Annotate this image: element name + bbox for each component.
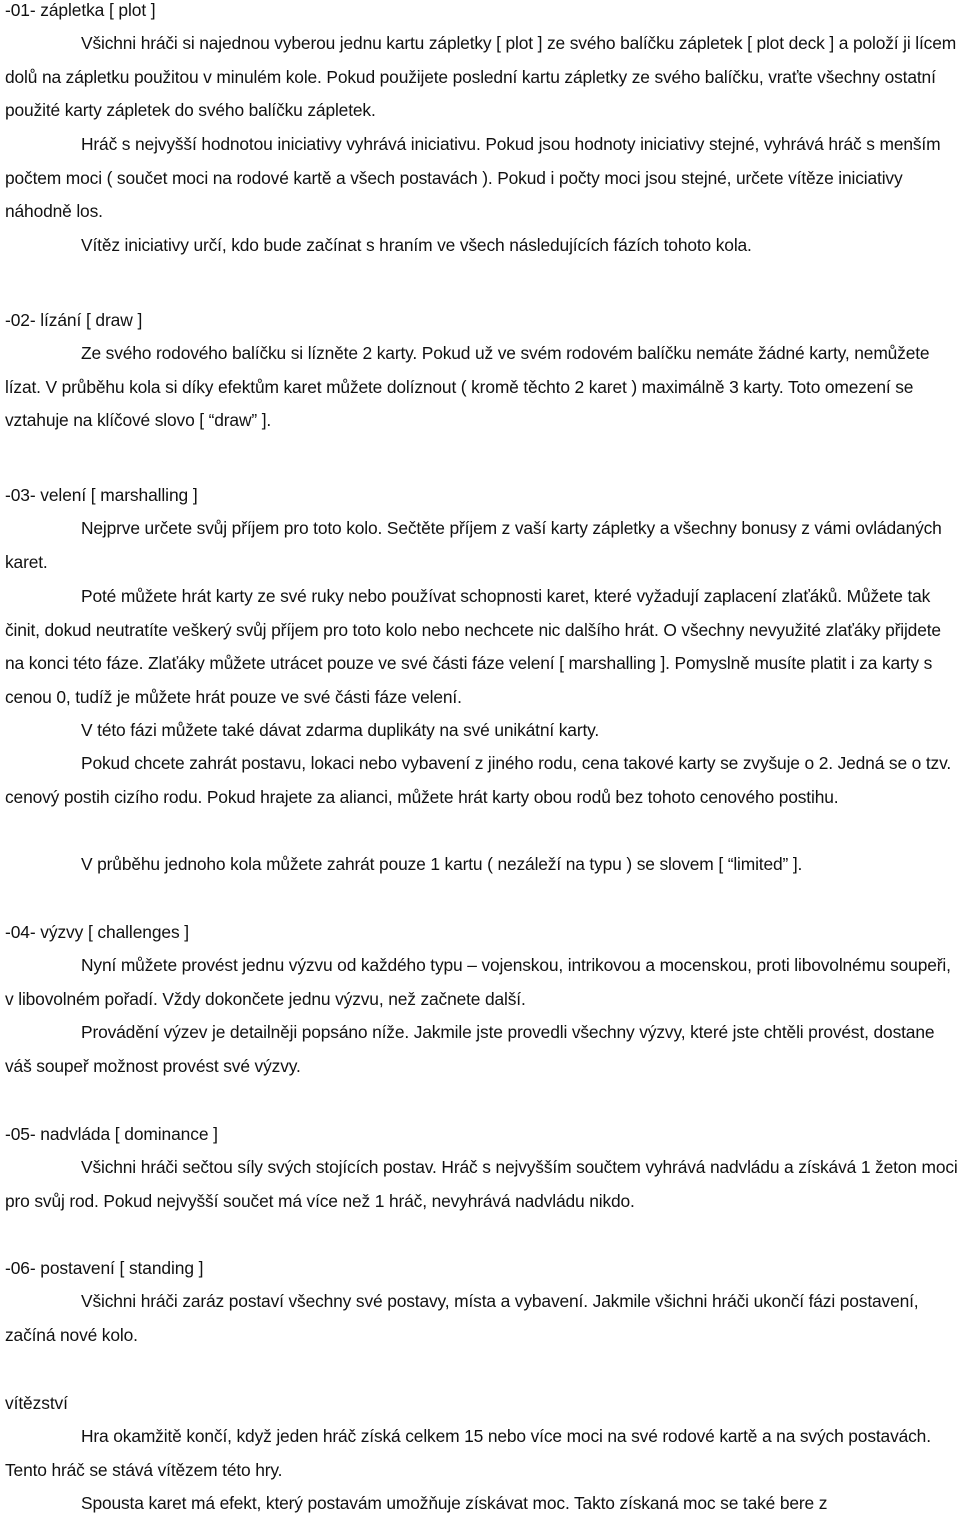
paragraph-victory-end: Hra okamžitě končí, když jeden hráč získá celkem 15 nebo více moci na své rodové kartě a na svých postavách. Tento hráč se stává vítězem této hry. bbox=[5, 1426, 931, 1480]
paragraph-challenges-types: Nyní můžete provést jednu výzvu od každého typu – vojenskou, intrikovou a mocenskou, proti libovolnému soupeři, v libovolném pořadí. Vždy dokončete jednu výzvu, než začnete další. bbox=[5, 955, 951, 1009]
paragraph-marshalling-limited: V průběhu jednoho kola můžete zahrát pouze 1 kartu ( nezáleží na typu ) se slovem [ “limited” ]. bbox=[81, 854, 803, 874]
paragraph-marshalling-duplicates: V této fázi můžete také dávat zdarma duplikáty na své unikátní karty. bbox=[81, 720, 600, 740]
section-heading-standing: -06- postavení [ standing ] bbox=[5, 1258, 204, 1278]
section-heading-draw: -02- lízání [ draw ] bbox=[5, 310, 143, 330]
paragraph-marshalling-penalty: Pokud chcete zahrát postavu, lokaci nebo vybavení z jiného rodu, cena takové karty se zvyšuje o 2. Jedná se o tzv. cenový postih cizího rodu. Pokud hrajete za alianci, můžete hrát karty obou rodů bez tohoto cenového postihu. bbox=[5, 753, 952, 807]
paragraph-standing: Všichni hráči zaráz postaví všechny své postavy, místa a vybavení. Jakmile všichni hráči ukončí fázi postavení, začíná nové kolo. bbox=[5, 1291, 919, 1345]
section-heading-plot: -01- zápletka [ plot ] bbox=[5, 0, 156, 20]
paragraph-plot-choose: Všichni hráči si najednou vyberou jednu kartu zápletky [ plot ] ze svého balíčku zápletek [ plot deck ] a položí ji lícem dolů na zápletku použitou v minulém kole. Pokud použijete poslední kartu zápletky ze svého balíčku, vraťte všechny ostatní použité karty zápletek do svého balíčku zápletek. bbox=[5, 33, 957, 121]
paragraph-dominance: Všichni hráči sečtou síly svých stojících postav. Hráč s nejvyšším součtem vyhrává nadvládu a získává 1 žeton moci pro svůj rod. Pokud nejvyšší součet má více než 1 hráč, nevyhrává nadvládu nikdo. bbox=[5, 1157, 958, 1211]
section-heading-marshalling: -03- velení [ marshalling ] bbox=[5, 485, 198, 505]
section-heading-challenges: -04- výzvy [ challenges ] bbox=[5, 922, 190, 942]
section-heading-victory: vítězství bbox=[5, 1393, 68, 1413]
paragraph-plot-winner: Vítěz iniciativy určí, kdo bude začínat s hraním ve všech následujících fázích tohoto kola. bbox=[81, 235, 752, 255]
paragraph-marshalling-income: Nejprve určete svůj příjem pro toto kolo. Sečtěte příjem z vaší karty zápletky a všechny bonusy z vámi ovládaných karet. bbox=[5, 518, 942, 572]
paragraph-draw: Ze svého rodového balíčku si lízněte 2 karty. Pokud už ve svém rodovém balíčku nemáte žádné karty, nemůžete lízat. V průběhu kola si díky efektům karet můžete dolíznout ( kromě těchto 2 karet ) maximálně 3 karty. Toto omezení se vztahuje na klíčové slovo [ “draw” ]. bbox=[5, 343, 930, 431]
paragraph-challenges-detail: Provádění výzev je detailněji popsáno níže. Jakmile jste provedli všechny výzvy, které jste chtěli provést, dostane váš soupeř možnost provést své výzvy. bbox=[5, 1022, 935, 1076]
paragraph-victory-power: Spousta karet má efekt, který postavám umožňuje získávat moc. Takto získaná moc se také bere z bbox=[81, 1493, 828, 1513]
paragraph-marshalling-play: Poté můžete hrát karty ze své ruky nebo používat schopnosti karet, které vyžadují zaplacení zlaťáků. Můžete tak činit, dokud neutratíte veškerý svůj příjem pro toto kolo nebo nechcete nic dalšího hrát. O všechny nevyužité zlaťáky přijdete na konci této fáze. Zlaťáky můžete utrácet pouze ve své části fáze velení [ marshalling ]. Pomyslně musíte platit i za karty s cenou 0, tudíž je můžete hrát pouze ve své části fáze velení. bbox=[5, 586, 941, 707]
paragraph-plot-initiative: Hráč s nejvyšší hodnotou iniciativy vyhrává iniciativu. Pokud jsou hodnoty iniciativy stejné, vyhrává hráč s menším počtem moci ( součet moci na rodové kartě a všech postavách ). Pokud i počty moci jsou stejné, určete vítěze iniciativy náhodně los. bbox=[5, 134, 941, 222]
section-heading-dominance: -05- nadvláda [ dominance ] bbox=[5, 1124, 218, 1144]
